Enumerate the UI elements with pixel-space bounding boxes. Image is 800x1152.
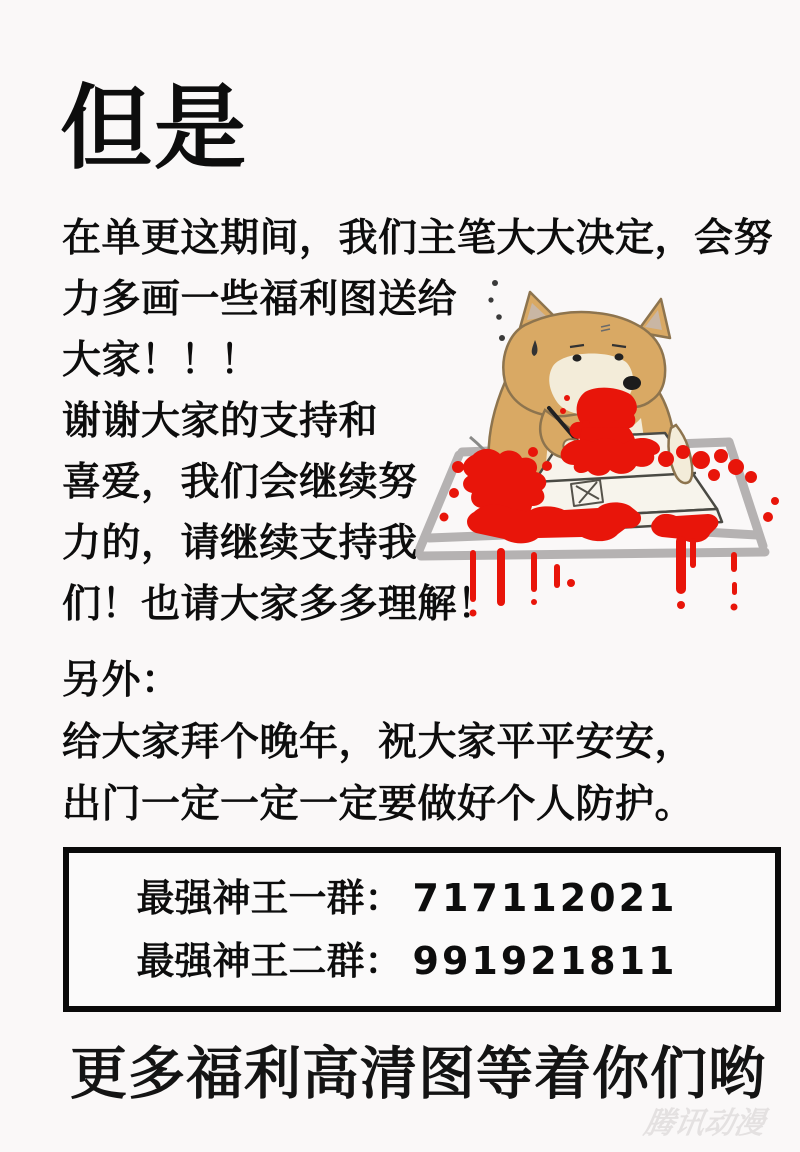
announcement-line: 力的，请继续支持我	[62, 521, 418, 566]
announcement-paragraph	[62, 208, 773, 635]
qq-group-1-label: 最强神王一群：	[136, 875, 403, 920]
announcement-line: 在单更这期间，我们主笔大大决定，会努	[62, 216, 774, 261]
footer-note: 更多福利高清图等着你们哟	[70, 1041, 766, 1107]
announcement-line: 喜爱，我们会继续努	[62, 460, 418, 505]
announcement-line: 们！也请大家多多理解！	[62, 582, 497, 627]
postscript-line: 出门一定一定一定要做好个人防护。	[62, 782, 695, 827]
qq-group-1-number: 717112021	[412, 875, 678, 920]
announcement-line: 力多画一些福利图送给	[62, 277, 458, 322]
postscript-line: 给大家拜个晚年，祝大家平平安安，	[62, 720, 695, 765]
qq-group-line-1	[137, 867, 678, 930]
qq-group-2-number: 991921811	[412, 938, 678, 983]
tencent-comics-watermark: 腾讯动漫	[641, 1106, 768, 1141]
postscript-paragraph	[62, 650, 694, 836]
announcement-line: 谢谢大家的支持和	[62, 399, 379, 444]
postscript-line: 另外：	[62, 658, 181, 703]
qq-group-box	[63, 847, 781, 1012]
qq-group-line-2	[137, 930, 678, 993]
announcement-line: 大家！！！	[62, 338, 260, 383]
page-title: 但是	[60, 75, 249, 182]
qq-group-2-label: 最强神王二群：	[136, 938, 403, 983]
